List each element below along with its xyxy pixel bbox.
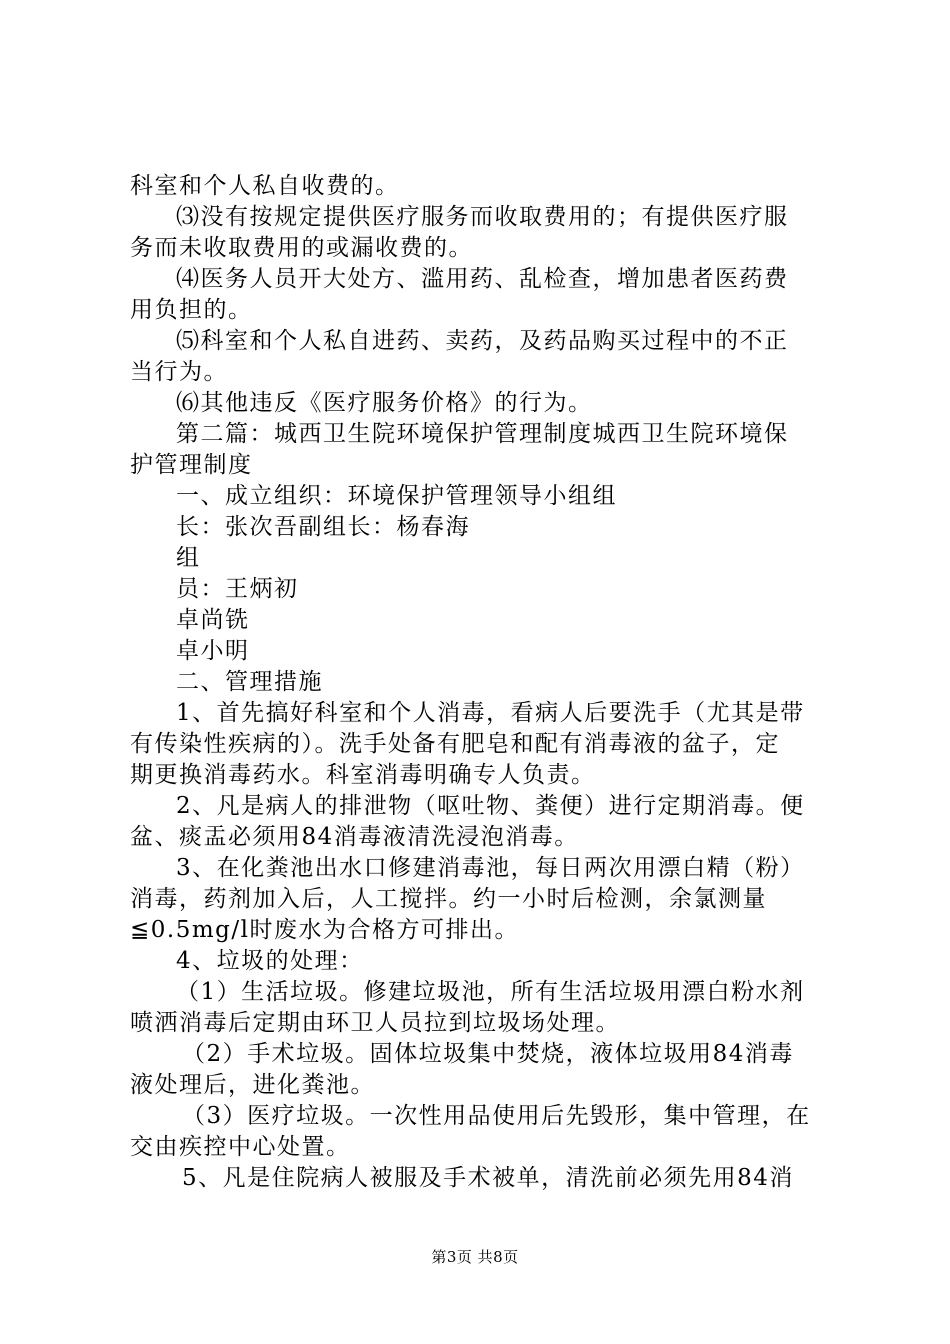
text-line: 2、凡是病人的排泄物（呕吐物、粪便）进行定期消毒。便 (176, 793, 805, 819)
text-line: ⑹其他违反《医疗服务价格》的行为。 (176, 390, 593, 416)
text-line: 护管理制度 (130, 452, 253, 478)
text-line: 盆、痰盂必须用84消毒液清洗浸泡消毒。 (130, 824, 579, 850)
text-line: 一、成立组织：环境保护管理领导小组组 (176, 483, 617, 509)
text-line: 卓小明 (176, 638, 250, 664)
text-line: （3）医疗垃圾。一次性用品使用后先毁形，集中管理，在 (182, 1103, 811, 1129)
text-line: 有传染性疾病的）。洗手处备有肥皂和配有消毒液的盆子，定 (130, 731, 780, 757)
text-line: （1）生活垃圾。修建垃圾池，所有生活垃圾用漂白粉水剂 (176, 979, 805, 1005)
document-body (130, 171, 832, 1194)
text-line: 5、凡是住院病人被服及手术被单，清洗前必须先用84消 (182, 1165, 794, 1191)
page-footer: 第3页 共8页 (431, 1248, 519, 1266)
text-line: 3、在化粪池出水口修建消毒池，每日两次用漂白精（粉） (176, 855, 805, 881)
text-line: 员：王炳初 (176, 576, 299, 602)
text-line: 科室和个人私自收费的。 (130, 173, 400, 199)
text-line: 当行为。 (130, 359, 228, 385)
text-line: ⑶没有按规定提供医疗服务而收取费用的；有提供医疗服 (176, 204, 789, 230)
text-line: （2）手术垃圾。固体垃圾集中焚烧，液体垃圾用84消毒 (182, 1041, 794, 1067)
text-line: 期更换消毒药水。科室消毒明确专人负责。 (130, 762, 596, 788)
text-line: 长：张次吾副组长：杨春海 (176, 514, 470, 540)
text-line: 消毒，药剂加入后，人工搅拌。约一小时后检测，余氯测量 (130, 886, 767, 912)
text-line: 1、首先搞好科室和个人消毒，看病人后要洗手（尤其是带 (176, 700, 805, 726)
text-line: ≦0.5mg/l时废水为合格方可排出。 (130, 917, 519, 943)
text-line: ⑷医务人员开大处方、滥用药、乱检查，增加患者医药费 (176, 266, 789, 292)
text-line: 4、垃圾的处理： (176, 948, 364, 974)
text-line: 务而未收取费用的或漏收费的。 (130, 235, 473, 261)
text-line: 卓尚铣 (176, 607, 250, 633)
text-line: 液处理后，进化粪池。 (130, 1072, 375, 1098)
text-line: 用负担的。 (130, 297, 253, 323)
text-line: 组 (176, 545, 201, 571)
text-line: 第二篇：城西卫生院环境保护管理制度城西卫生院环境保 (176, 421, 789, 447)
text-line: 二、管理措施 (176, 669, 323, 695)
text-line: 喷洒消毒后定期由环卫人员拉到垃圾场处理。 (130, 1010, 620, 1036)
text-line: ⑸科室和个人私自进药、卖药，及药品购买过程中的不正 (176, 328, 789, 354)
text-line: 交由疾控中心处置。 (130, 1134, 351, 1160)
